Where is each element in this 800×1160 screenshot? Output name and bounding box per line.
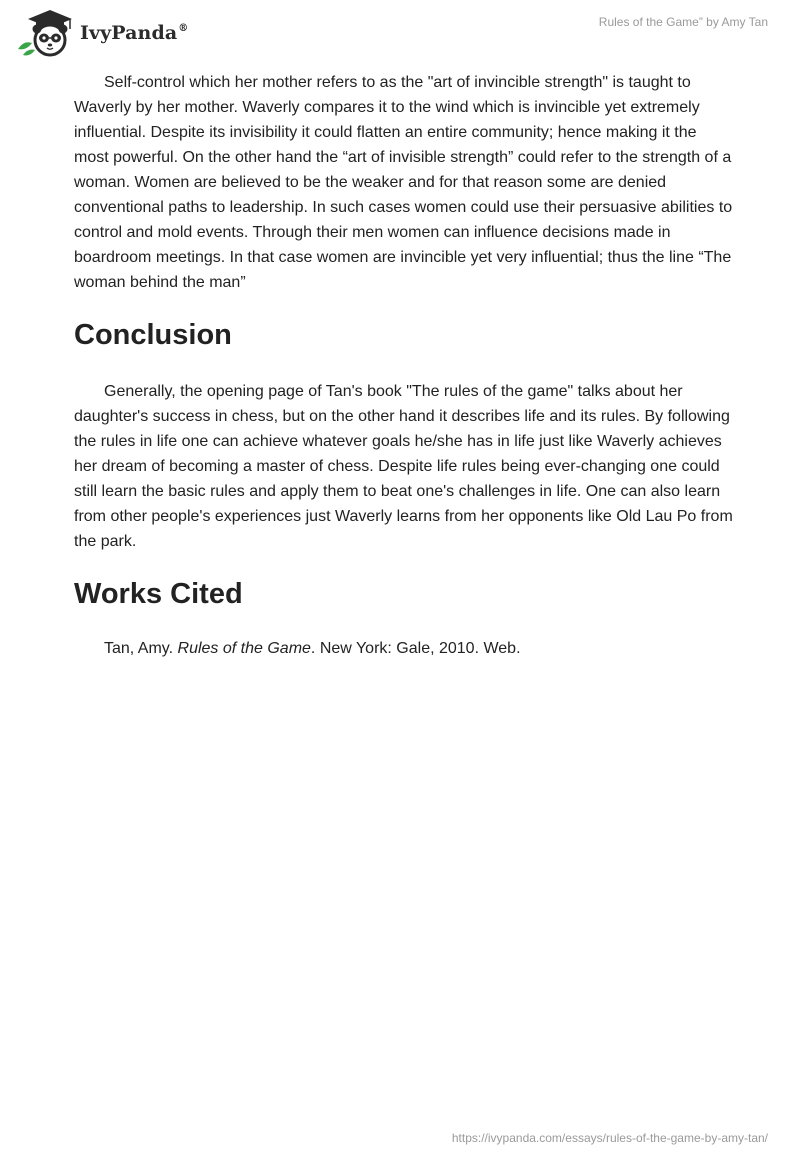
essay-body (74, 70, 734, 661)
running-title: Rules of the Game” by Amy Tan (598, 15, 768, 29)
conclusion-paragraph: Generally, the opening page of Tan's book "The rules of the game" talks about her daughter's success in chess, but on the other hand it describes life and its rules. By following the rules in life one can achieve whatever goals he/she has in life just like Waverly achieves her dream of becoming a master of chess. Despite life rules being ever-changing one could still learn the basic rules and apply them to beat one's challenges in life. One can also learn from other people's experiences just Waverly learns from her opponents like Old Lau Po from the park. (74, 383, 733, 550)
ivypanda-logo[interactable] (14, 7, 188, 57)
brand-name: IvyPanda® (80, 22, 189, 44)
works-cited-heading: Works Cited (74, 578, 243, 610)
citation-author: Tan, Amy. (104, 640, 178, 657)
source-url[interactable]: https://ivypanda.com/essays/rules-of-the-game-by-amy-tan/ (451, 1131, 768, 1145)
citation-publication: . New York: Gale, 2010. Web. (310, 640, 521, 657)
page-header (0, 0, 800, 60)
conclusion-heading: Conclusion (74, 319, 232, 351)
body-paragraph: Self-control which her mother refers to as the "art of invincible strength" is taught to Waverly by her mother. Waverly compares it to the wind which is invincible yet extremely influential. Despite its invisibility it could flatten an entire community; hence making it the most powerful. On the other hand the “art of invisible strength” could refer to the strength of a woman. Women are believed to be the weaker and for that reason some are denied conventional paths to leadership. In such cases women could use their persuasive abilities to control and mold events. Through their men women can influence decisions made in boardroom meetings. In that case women are invincible yet very influential; thus the line “The woman behind the man” (74, 74, 733, 291)
panda-graduate-icon (14, 7, 78, 57)
citation-entry (74, 636, 734, 661)
citation-title: Rules of the Game (177, 640, 311, 657)
